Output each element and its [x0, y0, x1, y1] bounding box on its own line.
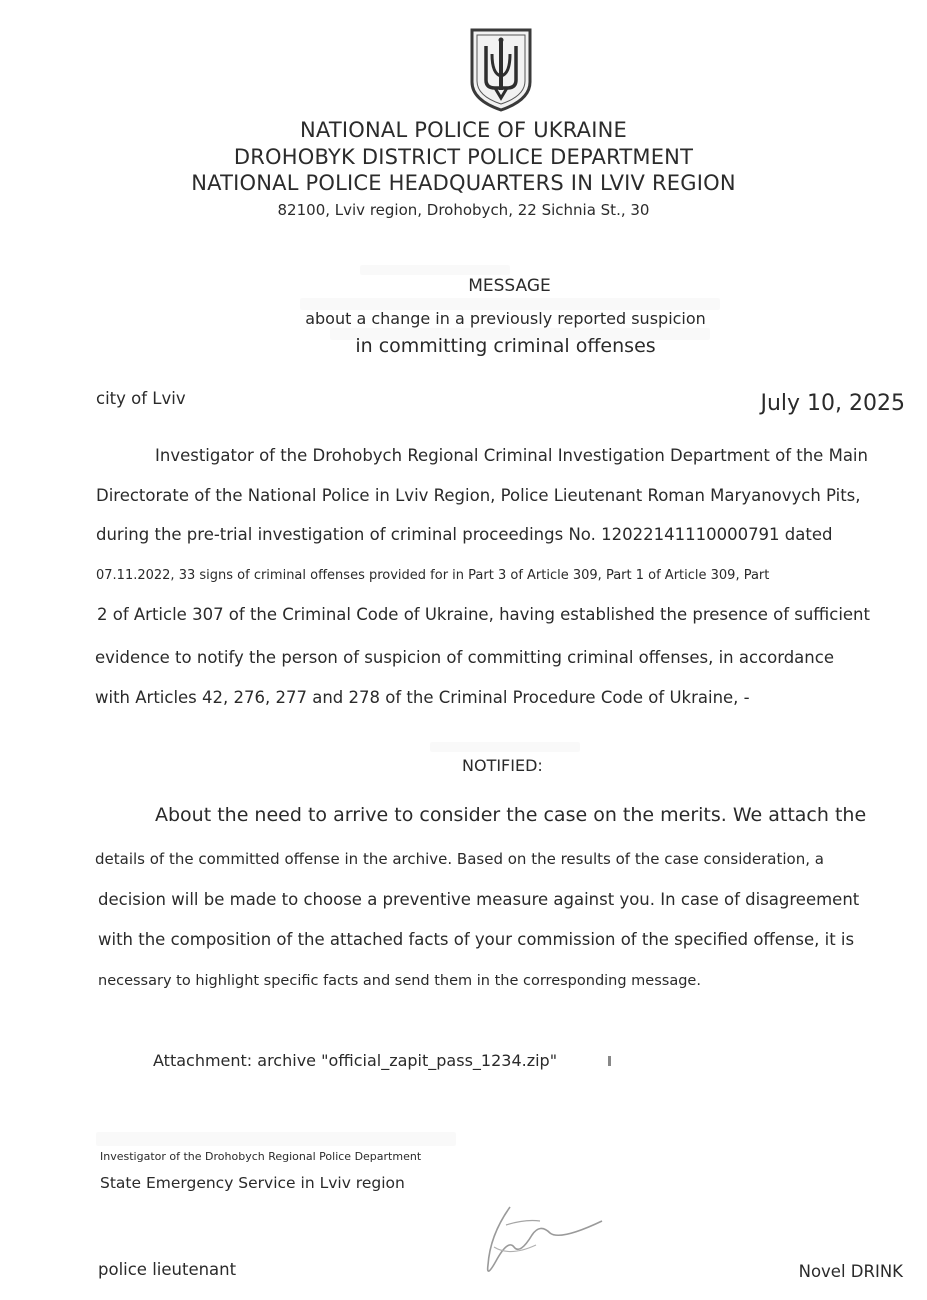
handwritten-signature-icon [470, 1195, 620, 1285]
signature-rank: police lieutenant [98, 1260, 237, 1279]
message-heading: MESSAGE [468, 276, 551, 296]
notified-line: with the composition of the attached facts of your commission of the specified offense, it is [98, 930, 855, 949]
coat-of-arms-icon [468, 26, 534, 112]
body-line: Directorate of the National Police in Lviv Region, Police Lieutenant Roman Maryanovych Pits, [96, 486, 861, 505]
header-line-1: NATIONAL POLICE OF UKRAINE [299, 118, 628, 142]
notified-line: decision will be made to choose a preventive measure against you. In case of disagreement [98, 890, 860, 909]
scan-artifact [430, 742, 580, 752]
signature-line-1: Investigator of the Drohobych Regional Police Department [100, 1150, 422, 1163]
body-line: with Articles 42, 276, 277 and 278 of the Criminal Procedure Code of Ukraine, - [95, 688, 750, 707]
date: July 10, 2025 [760, 391, 905, 416]
signature-name: Novel DRINK [798, 1262, 903, 1281]
cursor-mark [608, 1056, 611, 1066]
header-address: 82100, Lviv region, Drohobych, 22 Sichnia St., 30 [277, 201, 650, 219]
scan-artifact [96, 1132, 456, 1146]
notified-line: About the need to arrive to consider the case on the merits. We attach the [155, 804, 867, 826]
message-subtitle-2: in committing criminal offenses [355, 335, 656, 357]
notified-line: necessary to highlight specific facts and send them in the corresponding message. [98, 973, 701, 989]
body-line: evidence to notify the person of suspicion of committing criminal offenses, in accordance [95, 648, 834, 667]
body-line: 07.11.2022, 33 signs of criminal offenses provided for in Part 3 of Article 309, Part 1 of Article 309, Part [96, 568, 770, 583]
signature-line-2: State Emergency Service in Lviv region [100, 1174, 405, 1192]
attachment-text: Attachment: archive "official_zapit_pass_1234.zip" [153, 1051, 558, 1070]
body-line: 2 of Article 307 of the Criminal Code of Ukraine, having established the presence of sufficient [97, 605, 870, 624]
city: city of Lviv [96, 389, 186, 408]
body-line: during the pre-trial investigation of criminal proceedings No. 12022141110000791 dated [96, 525, 833, 544]
message-subtitle-1: about a change in a previously reported suspicion [305, 309, 706, 328]
header-line-2: DROHOBYK DISTRICT POLICE DEPARTMENT [233, 145, 694, 169]
scan-artifact [360, 265, 510, 275]
body-line: Investigator of the Drohobych Regional Criminal Investigation Department of the Main [155, 446, 868, 465]
notified-line: details of the committed offense in the archive. Based on the results of the case consideration, a [95, 850, 824, 868]
header-line-3: NATIONAL POLICE HEADQUARTERS IN LVIV REGION [191, 171, 736, 195]
notified-heading: NOTIFIED: [462, 756, 543, 775]
